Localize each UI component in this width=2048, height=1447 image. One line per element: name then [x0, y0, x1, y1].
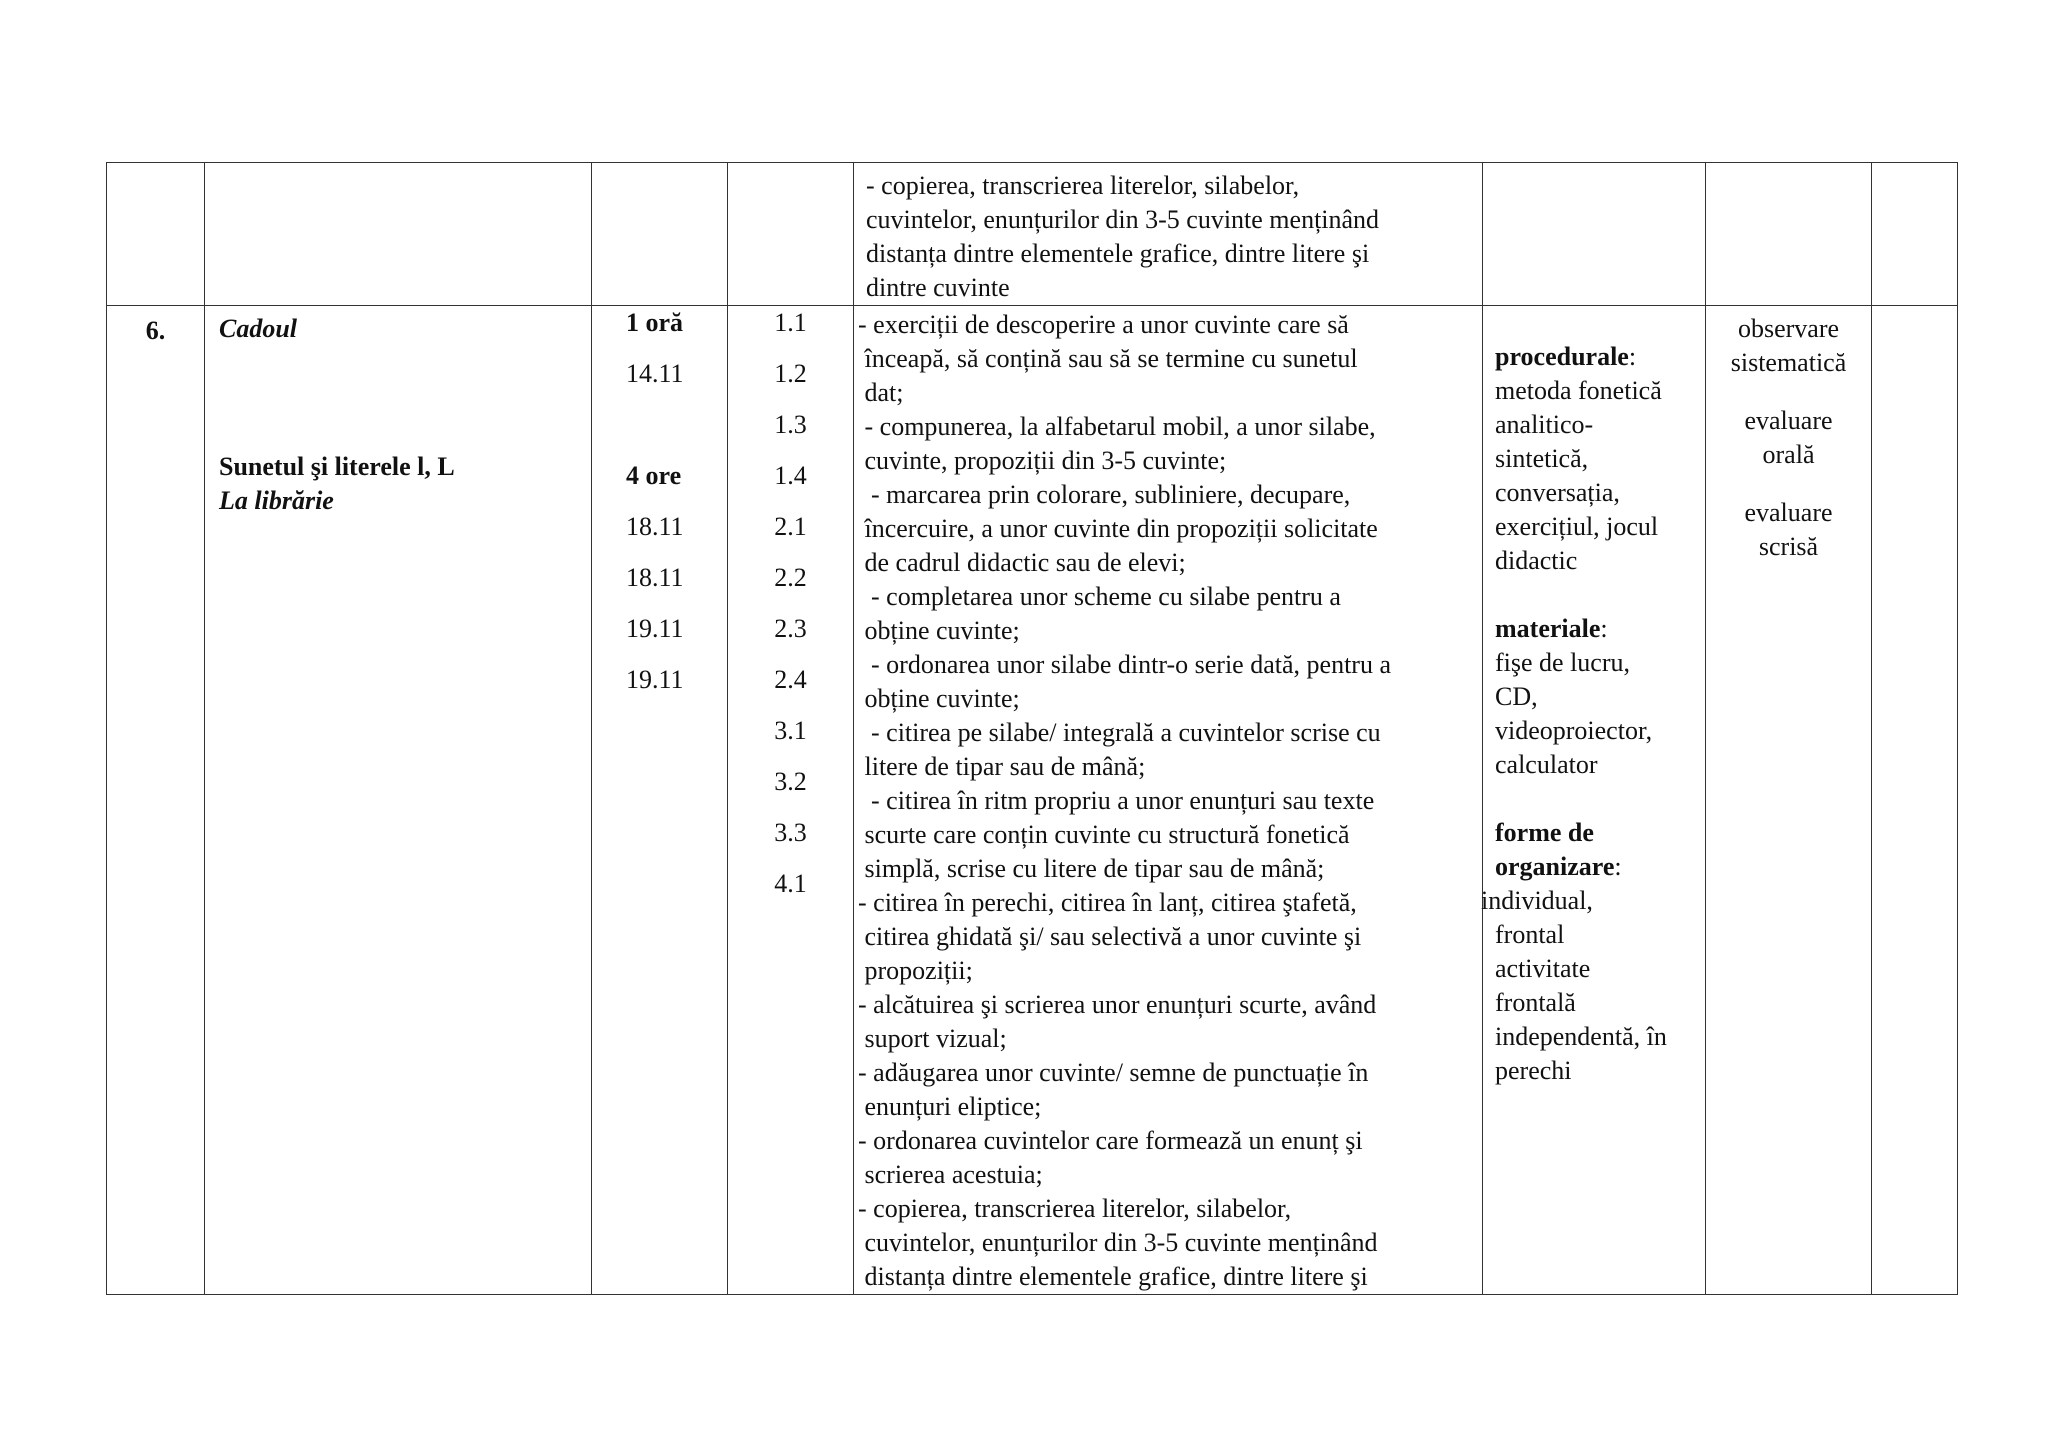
- unit-subtitle-2: La librărie: [219, 486, 334, 515]
- activity-line: cuvinte, propoziții din 3-5 cuvinte;: [858, 446, 1227, 475]
- evaluation-list: [1706, 306, 1871, 564]
- resource-text: metoda fonetică analitico- sintetică, conversația, exercițiul, jocul didactic: [1495, 376, 1662, 575]
- unit-subtitle: Sunetul şi literele l, L: [219, 452, 455, 481]
- competence-code: 1.2: [774, 359, 807, 388]
- activity-line: - completarea unor scheme cu silabe pentru a: [858, 582, 1341, 611]
- activity-line: - exerciții de descoperire a unor cuvinte care să: [858, 310, 1349, 339]
- time-entry: 14.11: [626, 359, 684, 388]
- unit-title: Cadoul: [219, 314, 298, 343]
- activity-line: - copierea, transcrierea literelor, silabelor,: [858, 1194, 1292, 1223]
- activity-line: distanța dintre elementele grafice, dintre litere şi: [858, 1262, 1368, 1291]
- activity-line: scrierea acestuia;: [858, 1160, 1043, 1189]
- cell-observations: [1872, 306, 1958, 1295]
- table-row: [107, 306, 1958, 1295]
- activity-line: - citirea pe silabe/ integrală a cuvintelor scrise cu: [858, 718, 1381, 747]
- activity-line: - alcătuirea şi scrierea unor enunțuri scurte, având: [858, 990, 1377, 1019]
- activity-line: - citirea în perechi, citirea în lanț, citirea ştafetă,: [858, 888, 1357, 917]
- activity-line: simplă, scrise cu litere de tipar sau de mână;: [858, 854, 1325, 883]
- resource-text: frontal activitate frontală independentă, în perechi: [1495, 920, 1667, 1085]
- competence-code: 3.3: [774, 818, 807, 847]
- time-entry: 18.11: [626, 563, 684, 592]
- competence-list: [728, 306, 853, 918]
- competence-code: 3.1: [774, 716, 807, 745]
- activity-line: - citirea în ritm propriu a unor enunțuri sau texte: [858, 786, 1375, 815]
- cell-unit: [205, 306, 592, 1295]
- cell-resources: [1483, 163, 1706, 306]
- time-list: [592, 306, 727, 714]
- cell-activities: [854, 306, 1483, 1295]
- cell-activities: [854, 163, 1483, 306]
- cell-time: [592, 306, 728, 1295]
- resource-text: fişe de lucru, CD, videoproiector, calculator: [1495, 648, 1653, 779]
- evaluation-item: evaluare orală: [1744, 406, 1833, 469]
- activity-line: de cadrul didactic sau de elevi;: [858, 548, 1186, 577]
- activity-line: obține cuvinte;: [858, 616, 1020, 645]
- competence-code: 1.1: [774, 308, 807, 337]
- time-entry: [626, 408, 727, 459]
- activity-line: scurte care conțin cuvinte cu structură fonetică: [858, 820, 1350, 849]
- activity-line: - ordonarea unor silabe dintr-o serie dată, pentru a: [858, 650, 1391, 679]
- cell-competences: [728, 163, 854, 306]
- cell-evaluation: [1706, 306, 1872, 1295]
- activity-line: dat;: [858, 378, 904, 407]
- evaluation-item: evaluare scrisă: [1744, 498, 1833, 561]
- activity-line: propoziții;: [858, 956, 973, 985]
- time-entry: 19.11: [626, 665, 684, 694]
- activity-line: înceapă, să conțină sau să se termine cu sunetul: [858, 344, 1358, 373]
- time-entry: 4 ore: [626, 461, 682, 490]
- cell-nr: [107, 306, 205, 1295]
- activities-list: [854, 306, 1482, 1294]
- activity-line: obține cuvinte;: [858, 684, 1020, 713]
- activity-line: - adăugarea unor cuvinte/ semne de punctuație în: [858, 1058, 1369, 1087]
- row-number: 6.: [145, 316, 166, 345]
- activities-text: - copierea, transcrierea literelor, silabelor, cuvintelor, enunțurilor din 3-5 cuvinte menținând distanța dintre elementele grafice, dintre litere şi dintre cuvinte: [866, 171, 1380, 302]
- competence-code: 2.3: [774, 614, 807, 643]
- activity-line: - compunerea, la alfabetarul mobil, a unor silabe,: [858, 412, 1376, 441]
- cell-resources: [1483, 306, 1706, 1295]
- competence-code: 1.3: [774, 410, 807, 439]
- resource-heading: procedurale: [1495, 342, 1629, 371]
- competence-code: 1.4: [774, 461, 807, 490]
- resource-heading: forme de organizare: [1495, 818, 1615, 881]
- competence-code: 4.1: [774, 869, 807, 898]
- activity-line: litere de tipar sau de mână;: [858, 752, 1146, 781]
- activity-line: încercuire, a unor cuvinte din propoziții solicitate: [858, 514, 1378, 543]
- resource-text: individual,: [1481, 886, 1593, 915]
- time-entry: 1 oră: [626, 308, 684, 337]
- evaluation-item: observare sistematică: [1730, 314, 1847, 377]
- activity-line: - ordonarea cuvintelor care formează un enunț şi: [858, 1126, 1363, 1155]
- activity-line: citirea ghidată şi/ sau selectivă a unor cuvinte şi: [858, 922, 1362, 951]
- cell-nr: [107, 163, 205, 306]
- lesson-plan-table: [106, 162, 1958, 1295]
- activity-line: - marcarea prin colorare, subliniere, decupare,: [858, 480, 1351, 509]
- time-entry: 18.11: [626, 512, 684, 541]
- activity-line: cuvintelor, enunțurilor din 3-5 cuvinte menținând: [858, 1228, 1378, 1257]
- cell-competences: [728, 306, 854, 1295]
- activity-line: enunțuri eliptice;: [858, 1092, 1042, 1121]
- competence-code: 2.2: [774, 563, 807, 592]
- cell-time: [592, 163, 728, 306]
- competence-code: 2.4: [774, 665, 807, 694]
- resources: procedurale: metoda fonetică analitico- sintetică, conversația, exercițiul, jocul didactic materiale: fişe de lucru, CD, videoproiector, calculator forme de organizare: individual, frontal activitate frontală independentă, în perechi: [1483, 306, 1705, 1088]
- competence-code: 2.1: [774, 512, 807, 541]
- cell-observations: [1872, 163, 1958, 306]
- activity-line: suport vizual;: [858, 1024, 1007, 1053]
- competence-code: 3.2: [774, 767, 807, 796]
- table-row: [107, 163, 1958, 306]
- resource-heading: materiale: [1495, 614, 1601, 643]
- time-entry: 19.11: [626, 614, 684, 643]
- cell-evaluation: [1706, 163, 1872, 306]
- cell-unit: [205, 163, 592, 306]
